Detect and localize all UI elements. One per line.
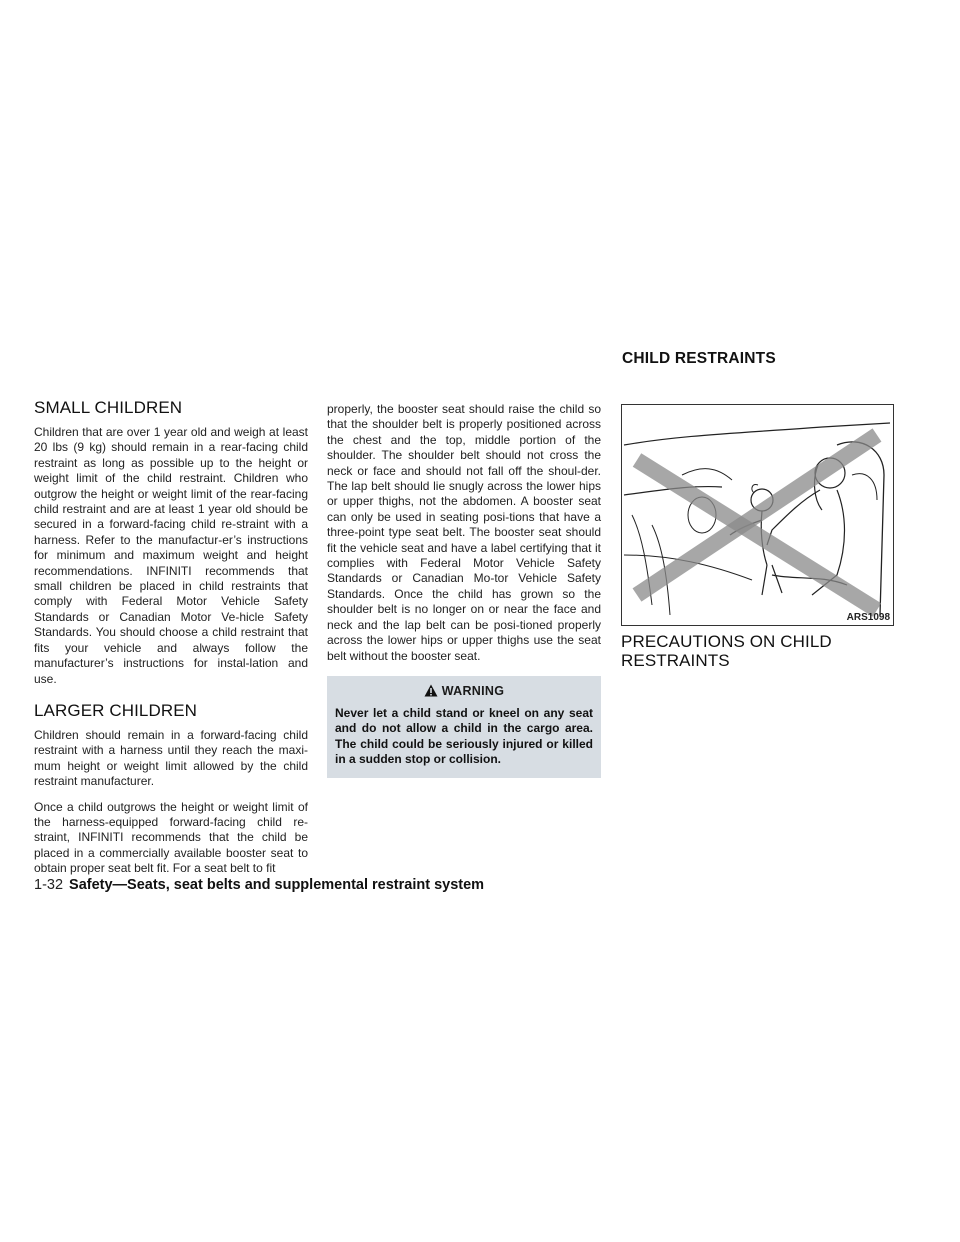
- child-standing-illustration: [621, 404, 894, 626]
- warning-text: Never let a child stand or kneel on any seat and do not allow a child in the cargo area. The child could be seriously injured or killed in a sudden stop or collision.: [335, 705, 593, 767]
- paragraph-small-children: Children that are over 1 year old and weigh at least 20 lbs (9 kg) should remain in a rear-facing child restraint as long as possible up to the height or weight limit of the child restraint. Children who outgrow the height or weight limit of the rear-facing child restraint and are at least 1 year old should be secured in a forward-facing child re-straint with a harness. Refer to the manufactur-er’s instructions for minimum and maximum weight and height recommendations. INFINITI recommends that small children be placed in child restraints that comply with Federal Motor Vehicle Safety Standards or Canadian Motor Ve-hicle Safety Standards. You should choose a child restraint that fits your vehicle and always follow the manufacturer’s instructions for instal-lation and use.: [34, 425, 308, 686]
- warning-box: [327, 676, 601, 778]
- warning-triangle-icon: [424, 684, 438, 697]
- column-right: [621, 404, 896, 678]
- prohibited-standing-child-drawing: [622, 405, 893, 625]
- chapter-title: Safety—Seats, seat belts and supplemental restraint system: [69, 877, 485, 893]
- column-middle: [327, 402, 601, 778]
- warning-title: WARNING: [441, 683, 505, 698]
- page-footer: [34, 877, 484, 893]
- heading-small-children: SMALL CHILDREN: [34, 398, 183, 417]
- figure-code: ARS1098: [846, 612, 890, 623]
- column-left: [34, 398, 308, 887]
- paragraph-booster-seat: properly, the booster seat should raise the child so that the shoulder belt is properly positioned across the chest and the top, middle portion of the shoulder. The shoulder belt should not cross the neck or face and should not fall off the shoul-der. The lap belt should lie snugly across the lower hips or upper thighs, not the abdomen. A booster seat can only be used in seating posi-tions that have a three-point type seat belt. The booster seat should fit the vehicle seat and have a label certifying that it complies with Federal Motor Vehicle Safety Standards or Canadian Mo-tor Vehicle Safety Standards. Once the child has grown so the shoulder belt is no longer on or near the face and neck and the lap belt can be posi-tioned properly across the lower hips or upper thighs use the seat belt without the booster seat.: [327, 402, 601, 663]
- paragraph-larger-children-2: Once a child outgrows the height or weight limit of the harness-equipped forward-facing child re-straint, INFINITI recommends that the child be placed in a commercially available booster seat to obtain proper seat belt fit. For a seat belt to fit: [34, 799, 308, 876]
- heading-larger-children: LARGER CHILDREN: [34, 700, 198, 720]
- heading-precautions: PRECAUTIONS ON CHILD RESTRAINTS: [621, 632, 832, 670]
- warning-header: [335, 684, 593, 698]
- paragraph-larger-children-1: Children should remain in a forward-facing child restraint with a harness until they reach the maxi-mum height or weight limit allowed by the child restraint manufacturer.: [34, 727, 308, 789]
- section-title: CHILD RESTRAINTS: [622, 350, 776, 367]
- page-number: 1-32: [34, 877, 64, 893]
